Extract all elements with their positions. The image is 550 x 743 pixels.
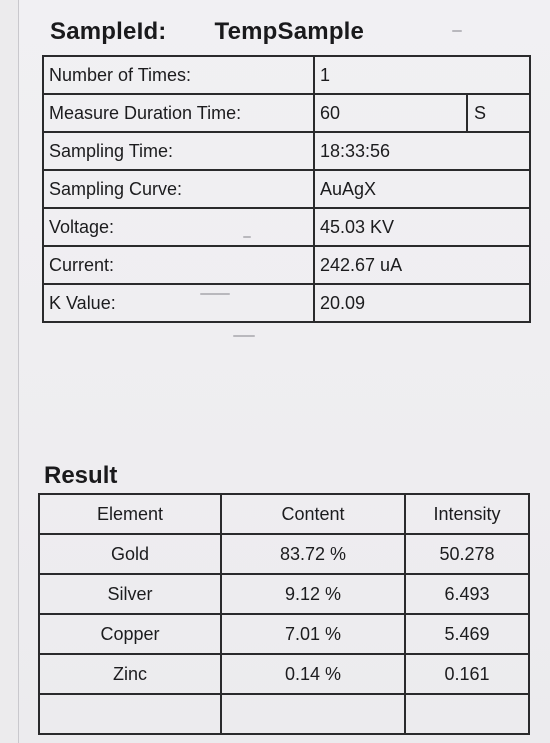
element-cell: Silver: [39, 574, 221, 614]
info-row-sampling-time: [43, 132, 530, 170]
table-row-empty: [39, 694, 529, 734]
info-label: K Value:: [43, 284, 314, 322]
info-value: 20.09: [314, 284, 530, 322]
info-row-k-value: [43, 284, 530, 322]
info-value: 18:33:56: [314, 132, 530, 170]
info-label: Current:: [43, 246, 314, 284]
intensity-cell: 50.278: [405, 534, 529, 574]
print-smudge: [233, 335, 255, 337]
info-label: Sampling Time:: [43, 132, 314, 170]
info-value: 242.67 uA: [314, 246, 530, 284]
element-cell: Gold: [39, 534, 221, 574]
intensity-cell: 0.161: [405, 654, 529, 694]
content-cell: 0.14 %: [221, 654, 405, 694]
result-table: [38, 493, 530, 735]
info-label: Voltage:: [43, 208, 314, 246]
info-value: 60: [314, 94, 467, 132]
info-row-measure-duration: [43, 94, 530, 132]
info-value: 1: [314, 56, 530, 94]
column-header-element: Element: [39, 494, 221, 534]
info-row-voltage: [43, 208, 530, 246]
info-label: Sampling Curve:: [43, 170, 314, 208]
info-unit: S: [467, 94, 530, 132]
info-row-sampling-curve: [43, 170, 530, 208]
element-cell: Copper: [39, 614, 221, 654]
print-smudge: [452, 30, 462, 32]
content-cell: 9.12 %: [221, 574, 405, 614]
result-title: Result: [44, 462, 118, 489]
intensity-cell: [405, 694, 529, 734]
info-label: Measure Duration Time:: [43, 94, 314, 132]
table-row: [39, 614, 529, 654]
result-header-row: [39, 494, 529, 534]
sample-id-header: [50, 18, 364, 46]
column-header-intensity: Intensity: [405, 494, 529, 534]
content-cell: 83.72 %: [221, 534, 405, 574]
element-cell: Zinc: [39, 654, 221, 694]
info-value: 45.03 KV: [314, 208, 530, 246]
content-cell: [221, 694, 405, 734]
table-row: [39, 654, 529, 694]
sample-id-value: TempSample: [214, 18, 365, 45]
element-cell: [39, 694, 221, 734]
column-header-content: Content: [221, 494, 405, 534]
content-cell: 7.01 %: [221, 614, 405, 654]
measurement-info-table: [42, 55, 531, 323]
sample-id-label: SampleId:: [50, 18, 167, 45]
info-row-number-of-times: [43, 56, 530, 94]
info-row-current: [43, 246, 530, 284]
info-value: AuAgX: [314, 170, 530, 208]
intensity-cell: 6.493: [405, 574, 529, 614]
intensity-cell: 5.469: [405, 614, 529, 654]
table-row: [39, 534, 529, 574]
table-row: [39, 574, 529, 614]
info-label: Number of Times:: [43, 56, 314, 94]
